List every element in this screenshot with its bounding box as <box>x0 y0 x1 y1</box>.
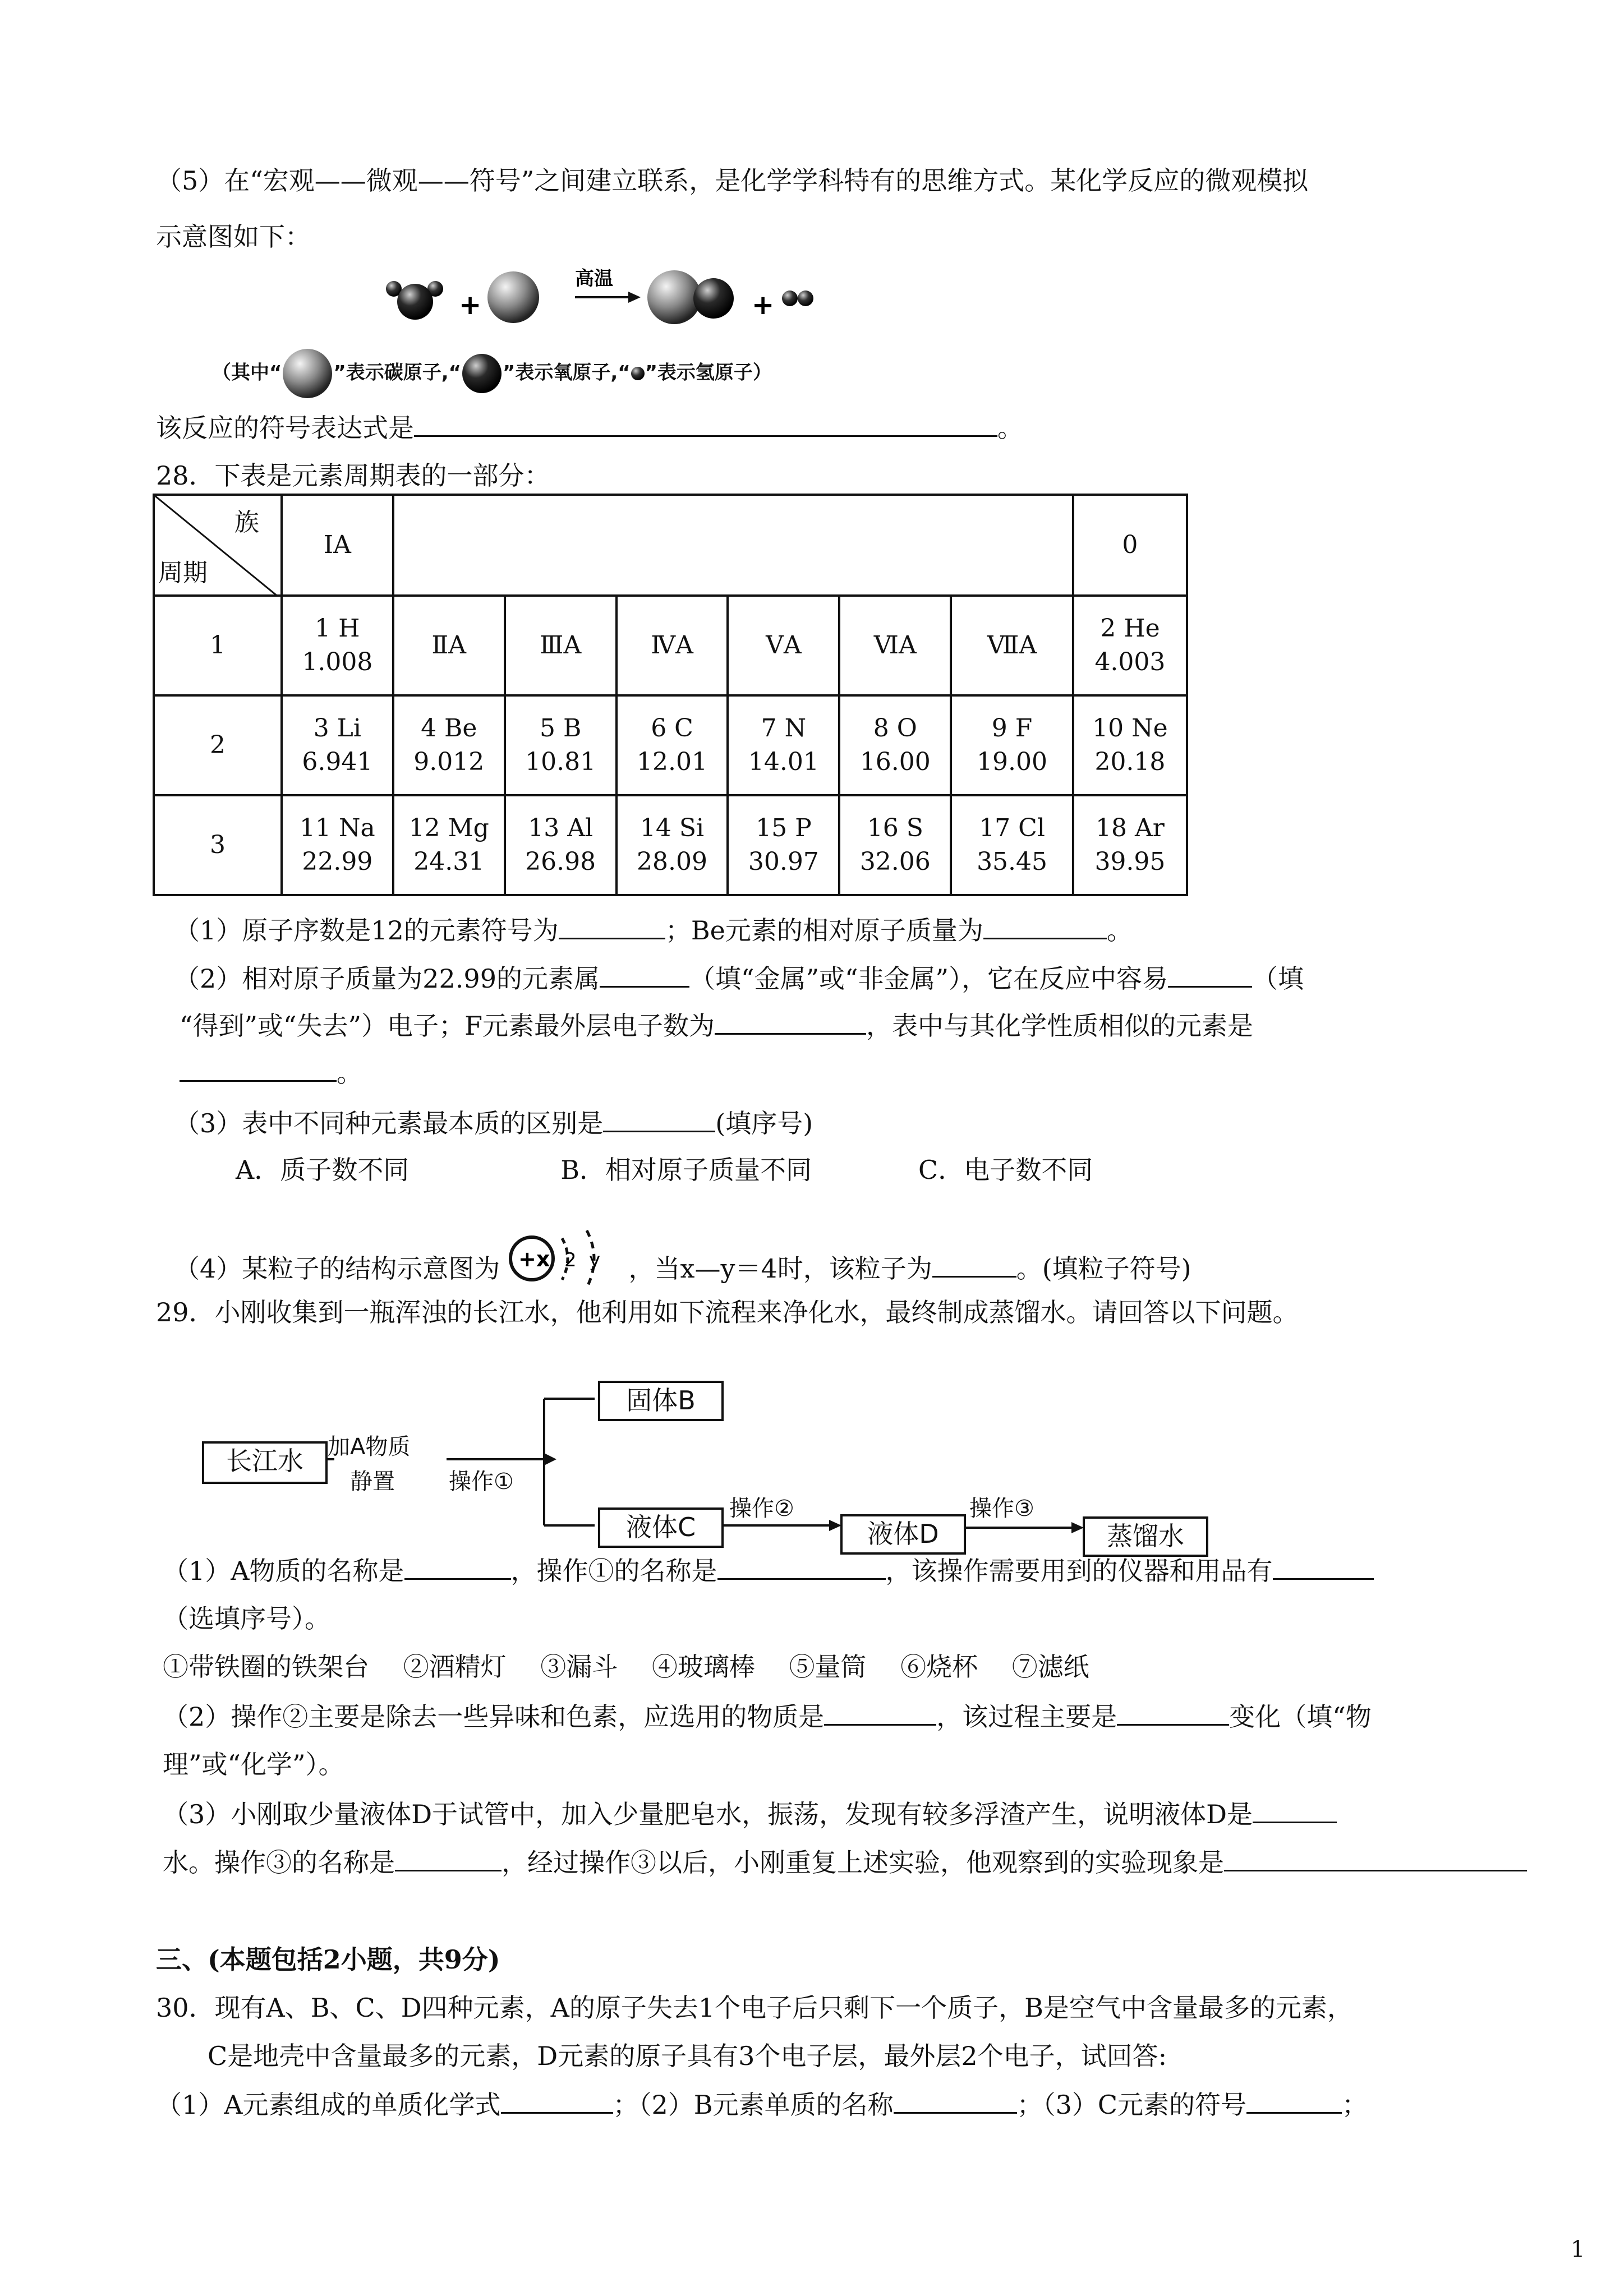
element-cell: 8 O 16.00 <box>839 695 951 795</box>
label-add-a: 加A物质 <box>328 1434 411 1460</box>
group-via: ⅥA <box>839 596 951 695</box>
option-b: B．相对原子质量不同 <box>560 1155 812 1185</box>
q28-options <box>236 1153 1093 1187</box>
q29-sub1-line2: （选填序号）。 <box>163 1603 330 1634</box>
box-liquid-c: 液体C <box>598 1507 724 1548</box>
group-iva: ⅣA <box>617 596 728 695</box>
element-cell: 11 Na 22.99 <box>282 795 393 895</box>
group-va: ⅤA <box>728 596 839 695</box>
group-iia: ⅡA <box>393 596 505 695</box>
box-start: 长江水 <box>202 1441 328 1484</box>
q29-tools: ①带铁圈的铁架台 ②酒精灯 ③漏斗 ④玻璃棒 ⑤量筒 ⑥烧杯 ⑦滤纸 <box>163 1652 1089 1682</box>
blank[interactable] <box>501 2087 613 2114</box>
arrow-op2 <box>723 1514 846 1537</box>
blank[interactable] <box>600 961 689 988</box>
element-cell: 2 He 4.003 <box>1073 596 1187 695</box>
q29-sub1-line1: （1）A物质的名称是 ，操作①的名称是 ，该操作需要用到的仪器和用品有 <box>163 1553 1374 1588</box>
label-settle: 静置 <box>350 1469 395 1495</box>
periodic-table <box>153 494 1188 896</box>
q30-sub: （1）A元素组成的单质化学式 ；（2）B元素单质的名称 ；（3）C元素的符号 ； <box>156 2087 1368 2122</box>
blank[interactable] <box>983 913 1107 939</box>
page-number: 1 <box>1571 2237 1585 2262</box>
element-cell: 14 Si 28.09 <box>617 795 728 895</box>
element-cell: 9 F 19.00 <box>951 695 1073 795</box>
blank[interactable] <box>603 1106 715 1132</box>
blank[interactable] <box>1253 1797 1337 1823</box>
element-cell: 3 Li 6.941 <box>282 695 393 795</box>
q29-sub2-line2: 理”或“化学”）。 <box>163 1749 344 1779</box>
group-iiia: ⅢA <box>505 596 617 695</box>
box-liquid-d: 液体D <box>840 1514 966 1555</box>
hydrogen-legend-icon <box>631 366 645 381</box>
label-op1: 操作① <box>449 1469 514 1495</box>
q28-sub3: （3）表中不同种元素最本质的区别是 (填序号) <box>174 1106 813 1140</box>
atom-structure-diagram <box>508 1226 620 1293</box>
q28-title: 28．下表是元素周期表的一部分： <box>156 460 550 491</box>
label-op2: 操作② <box>729 1496 794 1522</box>
box-distilled: 蒸馏水 <box>1083 1516 1208 1557</box>
oxygen-legend-icon <box>461 353 503 394</box>
carbon-atom <box>487 271 539 323</box>
header-corner-cell <box>154 495 282 596</box>
q29-sub2-line1: （2）操作②主要是除去一些异味和色素，应选用的物质是 ，该过程主要是 变化（填“物 <box>163 1699 1372 1733</box>
col-ia: IA <box>282 495 393 596</box>
option-a: A．质子数不同 <box>236 1155 410 1185</box>
period-1: 1 <box>154 596 282 695</box>
element-cell: 10 Ne 20.18 <box>1073 695 1187 795</box>
water-molecule <box>386 281 443 320</box>
header-blank <box>393 495 1073 596</box>
co-molecule <box>647 270 734 324</box>
svg-text:y: y <box>588 1249 601 1271</box>
blank[interactable] <box>717 1553 886 1580</box>
carbon-legend-icon <box>282 348 333 399</box>
element-cell: 15 P 30.97 <box>728 795 839 895</box>
q28-sub1: （1）原子序数是12的元素符号为 ；Be元素的相对原子质量为 。 <box>174 913 1133 947</box>
period-2: 2 <box>154 695 282 795</box>
header-period: 周期 <box>158 559 208 587</box>
blank[interactable] <box>1246 2087 1342 2114</box>
header-group: 族 <box>234 508 259 537</box>
element-cell: 4 Be 9.012 <box>393 695 505 795</box>
col-0: 0 <box>1073 495 1187 596</box>
h2-molecule <box>782 291 813 306</box>
q29-sub3-line2: 水。操作③的名称是 ，经过操作③以后，小刚重复上述实验，他观察到的实验现象是 <box>163 1845 1527 1879</box>
blank[interactable] <box>932 1251 1016 1278</box>
blank[interactable] <box>559 913 665 939</box>
element-cell: 1 H 1.008 <box>282 596 393 695</box>
box-solid-b: 固体B <box>598 1381 724 1421</box>
q28-sub4: （4）某粒子的结构示意图为 +x 2 y ，当x—y＝4时，该粒子为 。(填粒子符号) <box>174 1248 1191 1293</box>
element-cell: 7 N 14.01 <box>728 695 839 795</box>
svg-text:+x: +x <box>518 1247 550 1271</box>
section3-title: 三、(本题包括2小题，共9分) <box>156 1944 500 1975</box>
element-cell: 18 Ar 39.95 <box>1073 795 1187 895</box>
blank[interactable] <box>1224 1845 1527 1871</box>
q27-5-line2: 示意图如下： <box>156 222 311 252</box>
element-cell: 6 C 12.01 <box>617 695 728 795</box>
q30-line2: C是地壳中含量最多的元素，D元素的原子具有3个电子层，最外层2个电子，试回答: <box>208 2041 1167 2071</box>
q29-title: 29．小刚收集到一瓶浑浊的长江水，他利用如下流程来净化水，最终制成蒸馏水。请回答以下问题。 <box>156 1297 1299 1327</box>
blank[interactable] <box>824 1699 936 1726</box>
element-cell: 16 S 32.06 <box>839 795 951 895</box>
q28-sub2-line3: 。 <box>180 1055 362 1090</box>
svg-text:2: 2 <box>564 1249 577 1271</box>
q28-sub2-line1: （2）相对原子质量为22.99的元素属 （填“金属”或“非金属”），它在反应中容易 （填 <box>174 961 1304 995</box>
q27-5-line1: （5）在“宏观——微观——符号”之间建立联系，是化学学科特有的思维方式。某化学反应的微观模拟 <box>156 165 1309 196</box>
element-cell: 17 Cl 35.45 <box>951 795 1073 895</box>
q27-5-answer-line: 该反应的符号表达式是 。 <box>156 411 1023 445</box>
label-op3: 操作③ <box>969 1496 1034 1522</box>
period-3: 3 <box>154 795 282 895</box>
group-viia: ⅦA <box>951 596 1073 695</box>
blank[interactable] <box>1168 961 1252 988</box>
blank[interactable] <box>715 1008 866 1035</box>
answer-blank[interactable] <box>414 411 997 437</box>
blank[interactable] <box>404 1553 511 1580</box>
blank[interactable] <box>1273 1553 1374 1580</box>
flow-arrows-1 <box>325 1391 606 1537</box>
plus-sign-1: + <box>459 289 482 321</box>
blank[interactable] <box>1117 1699 1229 1726</box>
blank[interactable] <box>894 2087 1017 2114</box>
blank[interactable] <box>395 1845 502 1871</box>
arrow-op3 <box>965 1516 1088 1539</box>
element-cell: 5 B 10.81 <box>505 695 617 795</box>
option-c: C．电子数不同 <box>918 1155 1093 1185</box>
element-cell: 13 Al 26.98 <box>505 795 617 895</box>
plus-sign-2: + <box>752 289 775 321</box>
blank[interactable] <box>180 1055 337 1082</box>
q29-sub3-line1: （3）小刚取少量液体D于试管中，加入少量肥皂水，振荡，发现有较多浮渣产生，说明液体D是 <box>163 1797 1337 1831</box>
reaction-condition: 高温 <box>575 268 613 290</box>
reaction-legend: （其中“ ”表示碳原子,“ ”表示氧原子,“ ”表示氢原子） <box>212 348 772 399</box>
q28-sub2-line2: “得到”或“失去”）电子；F元素最外层电子数为 ，表中与其化学性质相似的元素是 <box>180 1008 1253 1043</box>
q30-line1: 30．现有A、B、C、D四种元素，A的原子失去1个电子后只剩下一个质子，B是空气中含量最多的元素， <box>156 1993 1353 2023</box>
element-cell: 12 Mg 24.31 <box>393 795 505 895</box>
